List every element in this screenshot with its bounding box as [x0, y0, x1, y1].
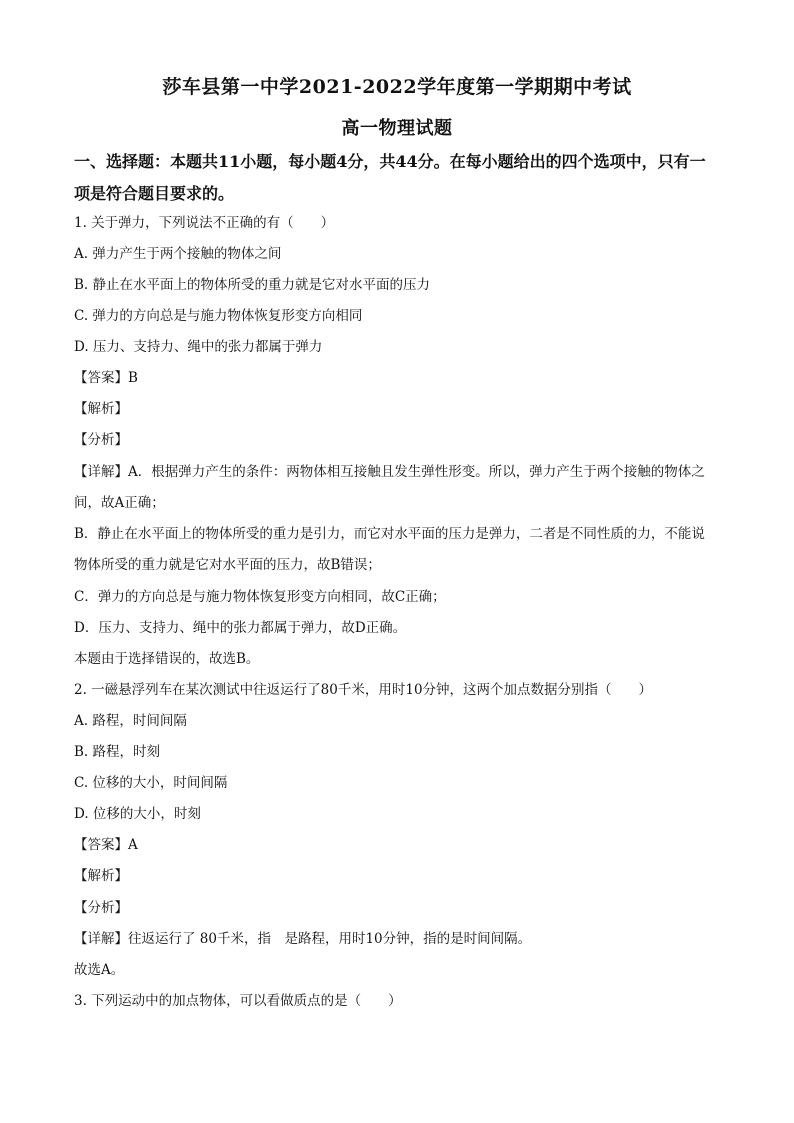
question-1-detail-line: 物体所受的重力就是它对水平面的压力，故B错误；: [74, 557, 381, 573]
question-3-stem: 3. 下列运动中的加点物体，可以看做质点的是（ ）: [74, 993, 402, 1009]
question-2-option-d: D. 位移的大小，时刻: [74, 806, 201, 822]
question-1-fenxi-label: 【分析】: [74, 432, 128, 448]
question-1-conclusion: 本题由于选择错误的，故选B。: [74, 651, 260, 667]
question-1-option-d: D. 压力、支持力、绳中的张力都属于弹力: [74, 339, 323, 355]
section-heading-line-1: 一、选择题：本题共11小题，每小题4分，共44分。在每小题给出的四个选项中，只有一: [74, 152, 706, 171]
question-1-detail-line: B．静止在水平面上的物体所受的重力是引力，而它对水平面的压力是弹力，二者是不同性质的力，不能说: [74, 526, 705, 542]
question-1-option-c: C. 弹力的方向总是与施力物体恢复形变方向相同: [74, 308, 363, 324]
question-1-detail-line: 间，故A正确；: [74, 495, 165, 511]
question-2-answer: 【答案】A: [74, 837, 138, 853]
question-1-option-b: B. 静止在水平面上的物体所受的重力就是它对水平面的压力: [74, 277, 431, 293]
question-2-stem: 2. 一磁悬浮列车在某次测试中往返运行了80千米，用时10分钟，这两个加点数据分别指（ ）: [74, 682, 653, 698]
question-1-stem: 1. 关于弹力，下列说法不正确的有（ ）: [74, 215, 335, 231]
question-2-detail-line: 【详解】往返运行了 80千米，指 是路程，用时10分钟，指的是时间间隔。: [74, 931, 532, 947]
exam-subtitle: 高一物理试题: [341, 118, 453, 139]
exam-title: 莎车县第一中学2021-2022学年度第一学期期中考试: [162, 76, 632, 98]
question-2-option-b: B. 路程，时刻: [74, 744, 161, 760]
question-2-option-c: C. 位移的大小，时间间隔: [74, 775, 228, 791]
question-2-option-a: A. 路程，时间间隔: [74, 713, 187, 729]
section-heading-line-2: 项是符合题目要求的。: [74, 184, 235, 203]
question-1-option-a: A. 弹力产生于两个接触的物体之间: [74, 246, 282, 262]
question-2-fenxi-label: 【分析】: [74, 900, 128, 916]
question-1-detail-line: D．压力、支持力、绳中的张力都属于弹力，故D正确。: [74, 620, 407, 636]
question-1-detail-line: 【详解】A．根据弹力产生的条件：两物体相互接触且发生弹性形变。所以，弹力产生于两个接触的物体之: [74, 464, 705, 480]
question-1-analysis-label: 【解析】: [74, 401, 128, 417]
question-1-answer: 【答案】B: [74, 370, 138, 386]
question-2-analysis-label: 【解析】: [74, 868, 128, 884]
question-2-conclusion: 故选A。: [74, 962, 125, 978]
question-1-detail-line: C．弹力的方向总是与施力物体恢复形变方向相同，故C正确；: [74, 589, 446, 605]
